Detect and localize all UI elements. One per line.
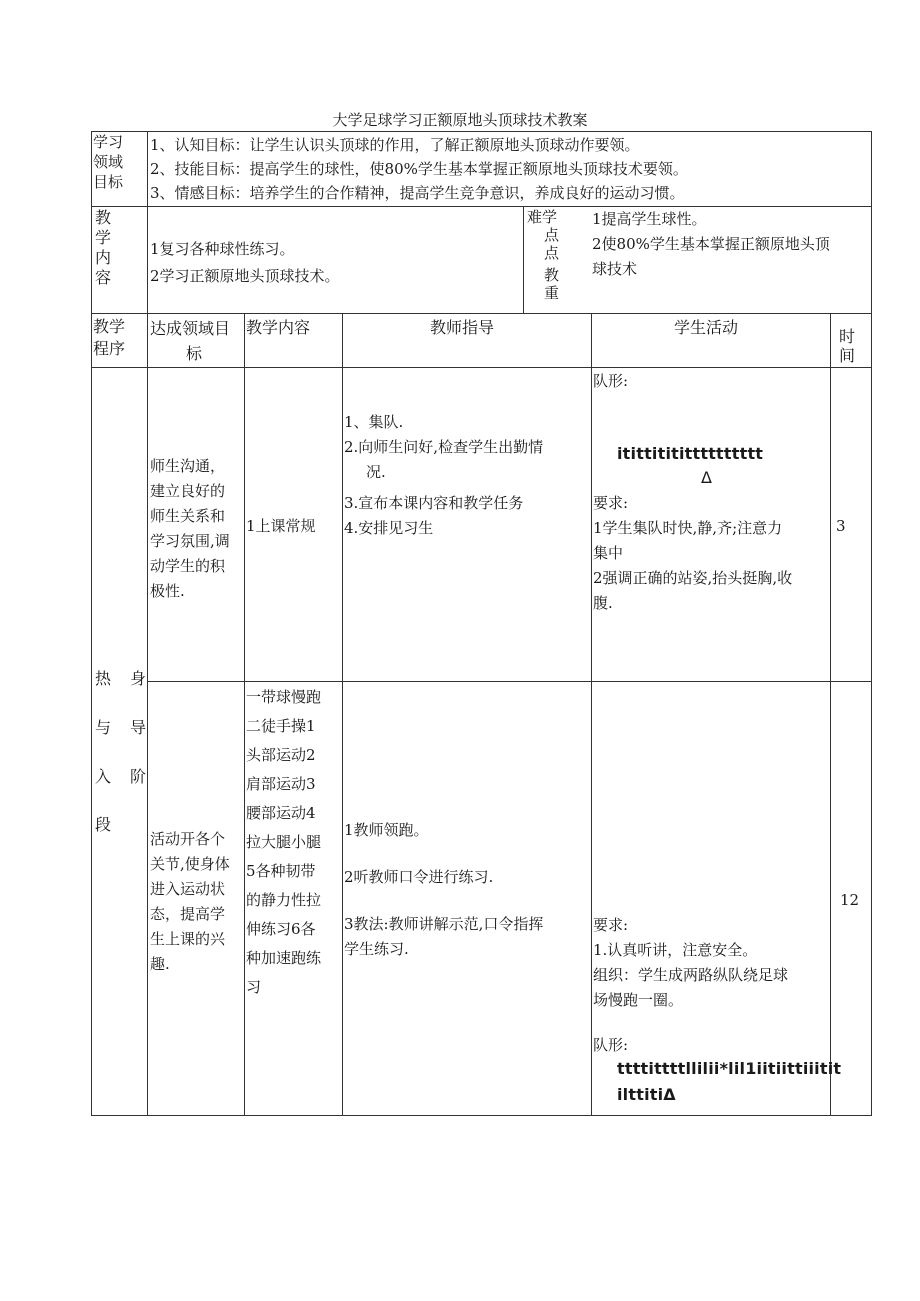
row2-formation-label: 队形: bbox=[593, 1036, 629, 1054]
triangle-icon: Δ bbox=[701, 468, 712, 487]
goal-item: 3、情感目标：培养学生的合作精神，提高学生竞争意识，养成良好的运动习惯。 bbox=[150, 184, 685, 202]
header-teacher: 教师指导 bbox=[430, 318, 495, 337]
content-item: 1复习各种球性练习。 bbox=[150, 240, 295, 258]
row2-content: 一带球慢跑 二徒手操1 头部运动2 肩部运动3 腰部运动4 拉大腿小腿 5各种韧带 的静力性拉 伸练习6各 种加速跑练 习 bbox=[246, 688, 322, 996]
row1-goal: 师生沟通， 建立良好的 师生关系和 学习氛围,调 动学生的积 极性. bbox=[150, 457, 230, 600]
goals-header: 学习 领域 目标 bbox=[93, 133, 124, 191]
goals-list bbox=[150, 133, 688, 205]
row2-teacher: 1教师领跑。 2听教师口令进行练习. 3教法:教师讲解示范,口令指挥 学生练习. bbox=[344, 821, 544, 958]
content-header: 教 学 内 容 bbox=[95, 208, 112, 287]
header-student: 学生活动 bbox=[674, 318, 739, 337]
header-procedure: 教学 程序 bbox=[93, 317, 126, 358]
goal-item: 1、认知目标：让学生认识头顶球的作用，了解正额原地头顶球动作要领。 bbox=[150, 136, 640, 154]
key-points-header: 难学 点 点 教 重 bbox=[527, 208, 560, 302]
row1-student-reqs: 要求: 1学生集队时快,静,齐;注意力 集中 2强调正确的站姿,抬头挺胸,收 腹. bbox=[593, 494, 793, 612]
row1-teacher: 1、集队. 2.向师生问好,检查学生出勤情 况. 3.宣布本课内容和教学任务 4.安排见习生 bbox=[344, 413, 544, 537]
row1-time: 3 bbox=[836, 517, 846, 535]
content-item: 2学习正额原地头顶球技术。 bbox=[150, 267, 340, 285]
key-points-list: 1提高学生球性。 2使80%学生基本掌握正额原地头顶 球技术 bbox=[592, 210, 830, 278]
goal-item: 2、技能目标：提高学生的球性，使80%学生基本掌握正额原地头顶球技术要领。 bbox=[150, 160, 688, 178]
row1-formation: itittitititttttttttt bbox=[617, 444, 764, 463]
row1-formation-label: 队形: bbox=[593, 372, 629, 390]
document-title: 大学足球学习正额原地头顶球技术教案 bbox=[332, 111, 588, 129]
header-content: 教学内容 bbox=[246, 318, 311, 337]
content-list bbox=[150, 236, 340, 290]
header-goal: 达成领域目 标 bbox=[150, 319, 231, 363]
header-time: 时 间 bbox=[839, 327, 856, 365]
row2-formation: ttttittttllilii*lil1iitiittiiitit ilttitiΔ bbox=[617, 1059, 842, 1104]
row1-content: 1上课常规 bbox=[246, 517, 316, 535]
row2-goal: 活动开各个 关节,使身体 进入运动状 态，提高学 生上课的兴 趣. bbox=[150, 830, 230, 973]
row2-time: 12 bbox=[840, 891, 860, 909]
row2-student-reqs: 要求: 1.认真听讲，注意安全。 组织：学生成两路纵队绕足球 场慢跑一圈。 bbox=[593, 916, 789, 1009]
